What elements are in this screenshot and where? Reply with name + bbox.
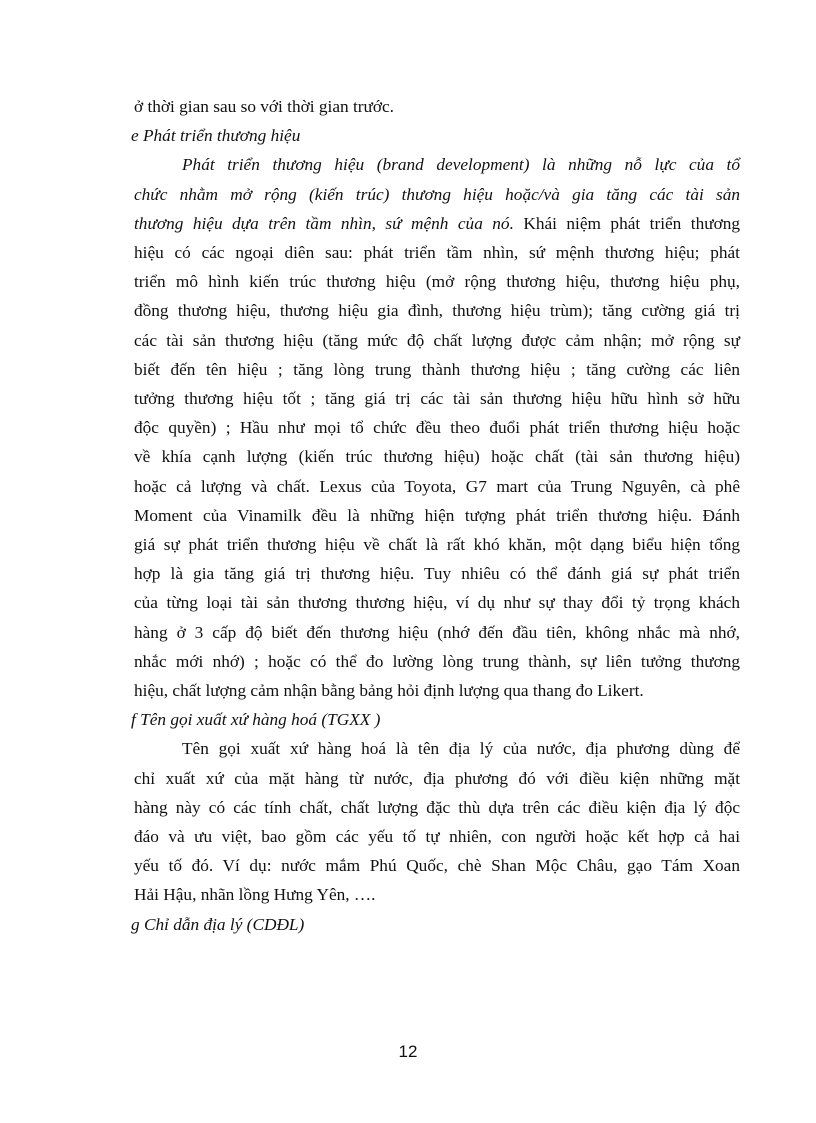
section-f-line: đáo và ưu việt, bao gồm các yếu tố tự nhiên, con người hoặc kết hợp cả hai — [134, 827, 740, 847]
section-e-line: triển mô hình kiến trúc thương hiệu (mở rộng thương hiệu, thương hiệu phụ, — [134, 272, 740, 292]
section-e-line: đồng thương hiệu, thương hiệu gia đình, thương hiệu trùm); tăng cường giá trị — [134, 301, 740, 321]
page-number: 12 — [398, 1042, 418, 1061]
section-f-line: chỉ xuất xứ của mặt hàng từ nước, địa phương đó với điều kiện những mặt — [134, 768, 740, 788]
section-e-line-normal: Khái niệm phát triển thương — [513, 213, 740, 233]
section-e-line: Moment của Vinamilk đều là những hiện tượng phát triển thương hiệu. Đánh — [134, 505, 740, 525]
section-e-line: hiệu, chất lượng cảm nhận bằng bảng hỏi định lượng qua thang đo Likert. — [134, 681, 644, 701]
section-e-line: tưởng thương hiệu tốt ; tăng giá trị các tài sản thương hiệu hữu hình sở hữu — [134, 389, 740, 409]
section-e-line: độc quyền) ; Hầu như mọi tổ chức đều theo đuổi phát triển thương hiệu hoặc — [134, 418, 740, 438]
section-e-line: hiệu có các ngoại diên sau: phát triển tầm nhìn, sứ mệnh thương hiệu; phát — [134, 243, 740, 263]
section-e-line — [134, 209, 740, 238]
paragraph-tail: ở thời gian sau so với thời gian trước. — [134, 97, 395, 116]
section-e-heading: e Phát triển thương hiệu — [131, 126, 301, 146]
section-f-line: hàng này có các tính chất, chất lượng đặc thù dựa trên các điều kiện địa lý độc — [134, 797, 740, 817]
section-e-line-italic: thương hiệu dựa trên tầm nhìn, sứ mệnh của nó. — [134, 213, 514, 233]
section-e-line: chức nhằm mở rộng (kiến trúc) thương hiệu hoặc/và gia tăng các tài sản — [134, 184, 740, 204]
section-e-line: giá sự phát triển thương hiệu về chất là rất khó khăn, một dạng biểu hiện tổng — [134, 535, 740, 555]
section-e-line: về khía cạnh lượng (kiến trúc thương hiệu) hoặc chất (tài sản thương hiệu) — [134, 447, 740, 467]
section-e-line: của từng loại tài sản thương thương hiệu, ví dụ như sự thay đổi tỷ trọng khách — [134, 593, 740, 613]
section-e-line: Phát triển thương hiệu (brand development) là những nỗ lực của tổ — [182, 155, 740, 175]
section-f-line: Hải Hậu, nhãn lồng Hưng Yên, …. — [134, 885, 376, 905]
section-f-heading: f Tên gọi xuất xứ hàng hoá (TGXX ) — [131, 710, 381, 730]
section-e-line: hàng ở 3 cấp độ biết đến thương hiệu (nhớ đến đầu tiên, không nhắc mà nhớ, — [134, 622, 740, 642]
page-content — [131, 92, 740, 939]
section-f-line: Tên gọi xuất xứ hàng hoá là tên địa lý của nước, địa phương dùng để — [182, 739, 740, 759]
section-g-heading: g Chỉ dẫn địa lý (CDĐL) — [131, 914, 305, 934]
section-e-line: biết đến tên hiệu ; tăng lòng trung thành thương hiệu ; tăng cường các liên — [134, 359, 740, 379]
section-e-line: hoặc cả lượng và chất. Lexus của Toyota, G7 mart của Trung Nguyên, cà phê — [134, 476, 740, 496]
section-e-line: các tài sản thương hiệu (tăng mức độ chất lượng được cảm nhận; mở rộng sự — [134, 330, 740, 350]
section-f-line: yếu tố đó. Ví dụ: nước mắm Phú Quốc, chè Shan Mộc Châu, gạo Tám Xoan — [134, 856, 740, 876]
section-e-line: hợp là gia tăng giá trị thương hiệu. Tuy nhiêu có thể đánh giá sự phát triển — [134, 564, 740, 584]
section-e-line: nhắc mới nhớ) ; hoặc có thể đo lường lòng trung thành, sự liên tưởng thương — [134, 651, 740, 671]
